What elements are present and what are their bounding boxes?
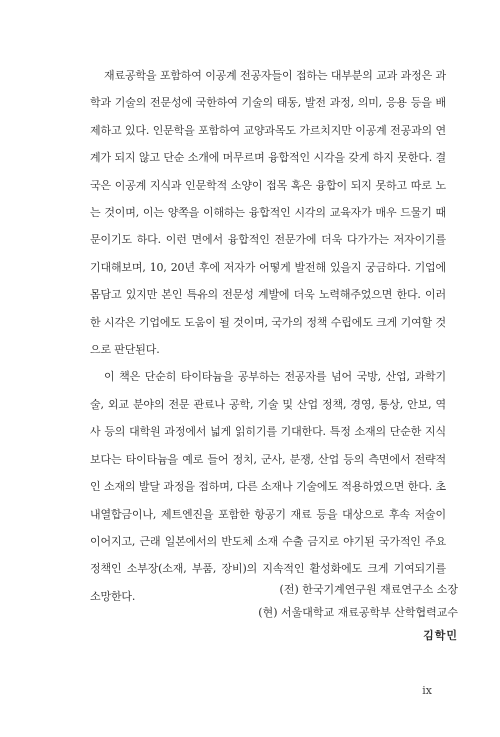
author-former-position: (전) 한국기계연구원 재료연구소 소장 [279, 583, 458, 596]
foreword-body [90, 62, 446, 610]
author-name: 김학민 [423, 629, 458, 642]
paragraph-2: 이 책은 단순히 타이타늄을 공부하는 전공자를 넘어 국방, 산업, 과학기술, 외교 분야의 전문 관료나 공학, 기술 및 산업 정책, 경영, 통상, 안보, 역사 등의 대학원 과정에서 넓게 읽히기를 기대한다. 특정 소재의 단순한 지식보다는 타이타늄을 예로 들어 정치, 군사, 분쟁, 산업 등의 측면에서 전략적인 소재의 발달 과정을 접하며, 다른 소재나 기술에도 적용하였으면 한다. 초내열합금이나, 제트엔진을 포함한 항공기 재료 등을 대상으로 후속 저술이 이어지고, 근래 일본에서의 반도체 소재 수출 금지로 야기된 국가적인 주요 정책인 소부장(소재, 부품, 장비)의 지속적인 활성화에도 크게 기여되기를 소망한다. [90, 370, 446, 603]
page-number: ix [422, 684, 432, 697]
author-current-position: (현) 서울대학교 재료공학부 산학협력교수 [258, 606, 458, 619]
paragraph-1: 재료공학을 포함하여 이공계 전공자들이 접하는 대부분의 교과 과정은 과학과 기술의 전문성에 국한하여 기술의 태동, 발전 과정, 의미, 응용 등을 배제하고 있다. 인문학을 포함하여 교양과목도 가르치지만 이공계 전공과의 연계가 되지 않고 단순 소개에 머무르며 융합적인 시각을 갖게 하지 못한다. 결국은 이공계 지식과 인문학적 소양이 접목 혹은 융합이 되지 못하고 따로 노는 것이며, 이는 양쪽을 이해하는 융합적인 시각의 교육자가 매우 드물기 때문이기도 하다. 이런 면에서 융합적인 전문가에 더욱 다가가는 저자이기를 기대해보며, 10, 20년 후에 저자가 어떻게 발전해 있을지 궁금하다. 기업에 몸담고 있지만 본인 특유의 전문성 계발에 더욱 노력해주었으면 한다. 이러한 시각은 기업에도 도움이 될 것이며, 국가의 정책 수립에도 크게 기여할 것으로 판단된다. [90, 69, 446, 357]
